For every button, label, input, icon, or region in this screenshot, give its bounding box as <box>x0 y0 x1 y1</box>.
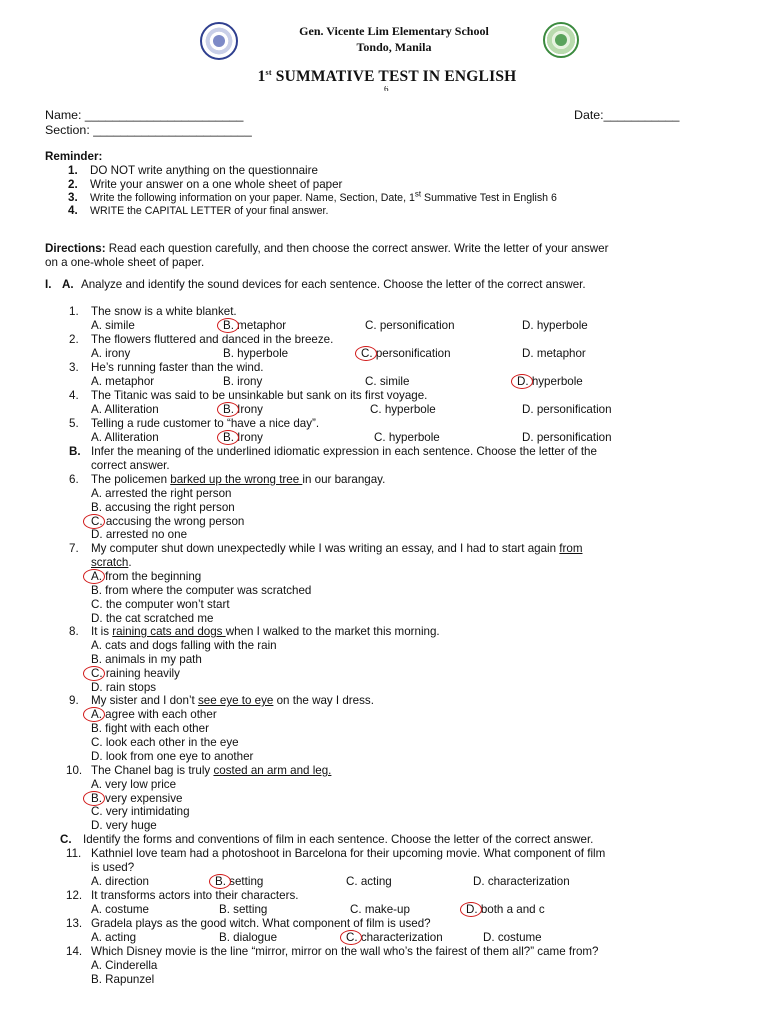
option-c: C. look each other in the eye <box>91 736 239 749</box>
option-d: D. metaphor <box>522 347 586 360</box>
option-c: C. very intimidating <box>91 805 190 818</box>
option-b: B. metaphor <box>223 319 287 332</box>
option-a: A. simile <box>91 319 135 332</box>
option-b: B. animals in my path <box>91 653 202 666</box>
answer-circle <box>209 874 231 889</box>
option-c: C. acting <box>346 875 392 888</box>
option-d: D. hyperbole <box>517 375 583 388</box>
question-number: 4. <box>69 389 79 402</box>
option-d: D. costume <box>483 931 542 944</box>
option-d: D. look from one eye to another <box>91 750 254 763</box>
option-c: C. make-up <box>350 903 410 916</box>
option-c: C. simile <box>365 375 410 388</box>
question-text: My computer shut down unexpectedly while I was writing an essay, and I had to start again from <box>91 542 583 555</box>
date-field: Date:___________ <box>574 108 680 122</box>
option-a: A. cats and dogs falling with the rain <box>91 639 277 652</box>
question-number: 13. <box>66 917 83 930</box>
option-c: C. the computer won’t start <box>91 598 230 611</box>
option-c: C. accusing the wrong person <box>91 515 245 528</box>
section-field: Section: _______________________ <box>45 123 252 137</box>
question-text: The Chanel bag is truly costed an arm and leg. <box>91 764 332 777</box>
question-number: 8. <box>69 625 79 638</box>
question-number: 14. <box>66 945 83 958</box>
option-a: A. agree with each other <box>91 708 217 721</box>
option-d: D. arrested no one <box>91 528 188 541</box>
question-text: It transforms actors into their characters. <box>91 889 299 902</box>
school-location: Tondo, Manila <box>356 40 432 54</box>
question-text: Kathniel love team had a photoshoot in Barcelona for their upcoming movie. What component of film <box>91 847 606 860</box>
option-a: A. costume <box>91 903 149 916</box>
option-c: C. characterization <box>346 931 443 944</box>
answer-circle <box>217 318 239 333</box>
answer-circle <box>217 402 239 417</box>
question-text: Telling a rude customer to “have a nice day”. <box>91 417 320 430</box>
answer-circle <box>83 707 105 722</box>
option-a: A. direction <box>91 875 149 888</box>
directions-line-2: on a one-whole sheet of paper. <box>45 256 205 269</box>
reminder-num-4: 4. <box>68 204 78 217</box>
option-a: A. very low price <box>91 778 177 791</box>
answer-circle <box>217 430 239 445</box>
option-c: C. personification <box>361 347 451 360</box>
question-text: The policemen barked up the wrong tree in our barangay. <box>91 473 386 486</box>
answer-circle <box>355 346 377 361</box>
part-c-instruction: Identify the forms and conventions of film in each sentence. Choose the letter of the correct answer. <box>83 833 594 846</box>
question-number: 9. <box>69 694 79 707</box>
test-title: 1st SUMMATIVE TEST IN ENGLISH <box>257 67 517 85</box>
option-d: D. personification <box>522 403 612 416</box>
answer-circle <box>460 902 482 917</box>
directions-line-1: Directions: Read each question carefully, and then choose the correct answer. Write the letter of your answer <box>45 242 609 255</box>
part-b-instruction-1: Infer the meaning of the underlined idiomatic expression in each sentence. Choose the letter of the <box>91 445 597 458</box>
question-text: Gradela plays as the good witch. What component of film is used? <box>91 917 431 930</box>
option-c: C. personification <box>365 319 455 332</box>
option-b: B. setting <box>215 875 264 888</box>
option-d: D. both a and c <box>466 903 545 916</box>
option-a: A. irony <box>91 347 131 360</box>
question-text: He’s running faster than the wind. <box>91 361 264 374</box>
answer-circle <box>340 930 362 945</box>
question-text: The flowers fluttered and danced in the breeze. <box>91 333 334 346</box>
option-c: C. hyperbole <box>370 403 436 416</box>
school-name: Gen. Vicente Lim Elementary School <box>299 24 489 38</box>
reminder-item-1: DO NOT write anything on the questionnaire <box>90 164 318 177</box>
answer-circle <box>83 569 105 584</box>
option-b: B. irony <box>223 375 263 388</box>
question-text: The Titanic was said to be unsinkable but sank on its first voyage. <box>91 389 428 402</box>
reminder-label: Reminder: <box>45 150 103 163</box>
question-number: 2. <box>69 333 79 346</box>
answer-circle <box>511 374 533 389</box>
question-number: 12. <box>66 889 83 902</box>
question-number: 3. <box>69 361 79 374</box>
question-number: 7. <box>69 542 79 555</box>
question-text: My sister and I don’t see eye to eye on the way I dress. <box>91 694 374 707</box>
question-text: The snow is a white blanket. <box>91 305 237 318</box>
part-b-letter: B. <box>69 445 81 458</box>
option-b: B. hyperbole <box>223 347 289 360</box>
option-d: D. personification <box>522 431 612 444</box>
option-b: B. fight with each other <box>91 722 209 735</box>
option-a: A. from the beginning <box>91 570 202 583</box>
option-b: B. from where the computer was scratched <box>91 584 312 597</box>
option-b: B. dialogue <box>219 931 278 944</box>
part-c-letter: C. <box>60 833 72 846</box>
answer-circle <box>83 666 105 681</box>
question-text: It is raining cats and dogs when I walked to the market this morning. <box>91 625 440 638</box>
question-number: 10. <box>66 764 83 777</box>
question-number: 11. <box>66 847 82 860</box>
option-d: D. the cat scratched me <box>91 612 214 625</box>
option-b: B. Irony <box>223 431 263 444</box>
option-c: C. raining heavily <box>91 667 180 680</box>
option-c: C. hyperbole <box>374 431 440 444</box>
option-b: B. Rapunzel <box>91 973 155 986</box>
option-d: D. hyperbole <box>522 319 588 332</box>
reminder-item-3: Write the following information on your paper. Name, Section, Date, 1st Summative Test in English 6 <box>90 189 557 204</box>
question-number: 5. <box>69 417 79 430</box>
part-a-instruction: Analyze and identify the sound devices for each sentence. Choose the letter of the correct answer. <box>81 278 586 291</box>
option-b: B. Irony <box>223 403 263 416</box>
option-d: D. rain stops <box>91 681 157 694</box>
part-numeral: I. <box>45 278 52 291</box>
name-field: Name: _______________________ <box>45 108 244 122</box>
title-cut-mark: 6 <box>384 86 389 91</box>
option-b: B. setting <box>219 903 268 916</box>
reminder-num-2: 2. <box>68 178 78 191</box>
question-text-continued: is used? <box>91 861 135 874</box>
part-a-letter: A. <box>62 278 74 291</box>
answer-circle <box>83 791 105 806</box>
answer-circle <box>83 514 105 529</box>
part-b-instruction-2: correct answer. <box>91 459 170 472</box>
reminder-item-2: Write your answer on a one whole sheet of paper <box>90 178 343 191</box>
option-a: A. acting <box>91 931 137 944</box>
option-a: A. Alliteration <box>91 431 159 444</box>
question-number: 1. <box>69 305 79 318</box>
question-text-continued: scratch. <box>91 556 132 569</box>
option-d: D. very huge <box>91 819 157 832</box>
question-text: Which Disney movie is the line “mirror, mirror on the wall who’s the fairest of them all?” came from? <box>91 945 599 958</box>
reminder-item-4: WRITE the CAPITAL LETTER of your final answer. <box>90 205 329 217</box>
reminder-num-1: 1. <box>68 164 78 177</box>
option-d: D. characterization <box>473 875 570 888</box>
option-b: B. very expensive <box>91 792 183 805</box>
option-a: A. arrested the right person <box>91 487 232 500</box>
option-a: A. Cinderella <box>91 959 158 972</box>
option-a: A. Alliteration <box>91 403 159 416</box>
option-b: B. accusing the right person <box>91 501 235 514</box>
option-a: A. metaphor <box>91 375 155 388</box>
question-number: 6. <box>69 473 79 486</box>
reminder-num-3: 3. <box>68 191 78 204</box>
